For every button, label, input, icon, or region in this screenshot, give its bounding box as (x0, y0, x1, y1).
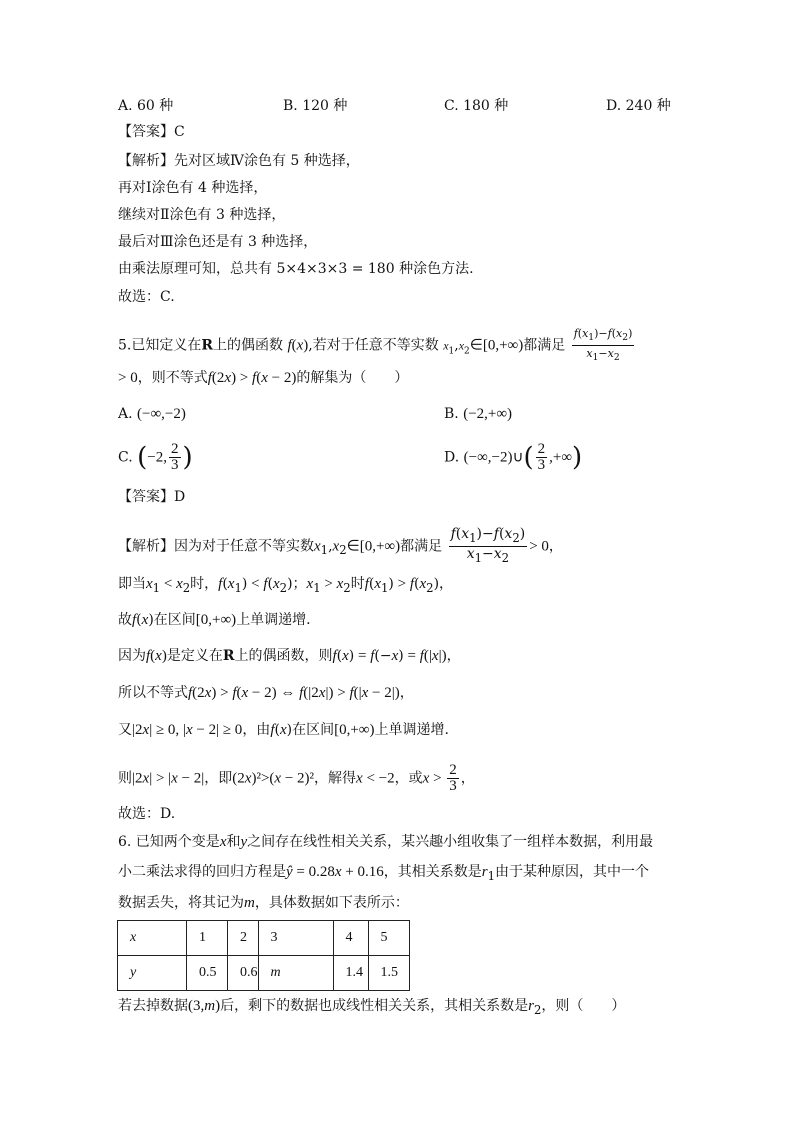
q5-solution-line2: 即当$x_1 < x_2$时，$f(x_1) < f(x_2)$；$x_1 > x_2$时$f(x_1) > f(x_2)$， (118, 576, 454, 595)
q5-solution-line4: 因为f(x)是定义在R上的偶函数，则f(x) = f(−x) = f(|x|)， (118, 648, 461, 664)
q6-line4: 若去掉数据(3,m)后，剩下的数据也成线性相关关系，其相关系数是$r_2$，则（ ） (118, 998, 626, 1017)
q5-solution-line6: 又|2x| ≥ 0, |x − 2| ≥ 0，由f(x)在区间[0,+∞)上单调递增. (118, 722, 449, 738)
option-b: B. 120 种 (283, 98, 348, 114)
table-cell: y (118, 956, 187, 991)
q5-solution-line1: 【解析】因为对于任意不等实数$x_1,x_2\in[0,+\infty)$都满足 $\frac{f(x_1)-f(x_2)}{x_1-x_2}$ > 0， (118, 526, 563, 565)
q5-option-a: A. (−∞,−2) (118, 406, 186, 422)
q6-line3: 数据丢失，将其记为m，具体数据如下表所示： (118, 895, 409, 911)
q5-stem-line1: 5.已知定义在R上的偶函数 f(x),若对于任意不等实数 $x_1,x_2\in[0,+\infty)$都满足 $\frac{f(x_1)-f(x_2)}{x_1-x_2}$ (118, 327, 633, 364)
table-cell: 0.6 (228, 956, 259, 991)
q4-solution-line: 由乘法原理可知，总共有 5×4×3×3 = 180 种涂色方法. (118, 261, 474, 277)
q5-end: 故选：D. (118, 806, 176, 822)
q5-solution-line7: 则|2x| > |x − 2|，即(2x)²>(x − 2)²，解得x < −2，或x > $\frac{2}{3}$ ， (118, 762, 475, 794)
q5-solution-line5: 所以不等式f(2x) > f(x − 2) ⇔ f(|2x|) > f(|x − 2|)， (118, 685, 414, 701)
q4-solution-line: 最后对Ⅲ涂色还是有 3 种选择， (118, 234, 318, 250)
q6-line2: 小二乘法求得的回归方程是ŷ = 0.28x + 0.16，其相关系数是$r_1$由于某种原因，其中一个 (118, 864, 650, 883)
table-cell: 2 (228, 921, 259, 956)
table-cell: 1 (187, 921, 228, 956)
q6-line1: 6. 已知两个变是x和y之间存在线性相关关系，某兴趣小组收集了一组样本数据，利用最 (118, 834, 654, 850)
option-c: C. 180 种 (444, 98, 509, 114)
table-cell: 4 (333, 921, 368, 956)
option-a: A. 60 种 (118, 98, 174, 114)
q5-stem-line2: > 0，则不等式f(2x) > f(x − 2)的解集为（ ） (118, 370, 409, 386)
q4-solution-line: 故选：C. (118, 289, 175, 305)
q5-solution-line3: 故f(x)在区间[0,+∞)上单调递增. (118, 612, 311, 628)
q5-option-c: C. (−2, $\frac{2}{3}$ ) (118, 441, 193, 473)
option-d: D. 240 种 (606, 98, 671, 114)
table-cell: 1.5 (368, 956, 409, 991)
table-cell: m (258, 956, 333, 991)
table-row (118, 956, 410, 991)
q4-solution-line: 【解析】先对区域Ⅳ涂色有 5 种选择， (118, 153, 360, 169)
table-cell: x (118, 921, 187, 956)
q5-answer: 【答案】D (118, 489, 186, 505)
q5-option-d: D. (−∞,−2)∪( $\frac{2}{3}$ ,+∞) (444, 441, 583, 473)
table-cell: 1.4 (333, 956, 368, 991)
table-cell: 3 (258, 921, 333, 956)
q5-option-b: B. (−2,+∞) (444, 406, 513, 422)
data-table (117, 920, 410, 991)
table-row (118, 921, 410, 956)
q4-solution-line: 继续对Ⅱ涂色有 3 种选择， (118, 207, 286, 223)
table-cell: 5 (368, 921, 409, 956)
q4-answer: 【答案】C (118, 124, 185, 140)
table-cell: 0.5 (187, 956, 228, 991)
q4-solution-line: 再对Ⅰ涂色有 4 种选择， (118, 180, 268, 196)
